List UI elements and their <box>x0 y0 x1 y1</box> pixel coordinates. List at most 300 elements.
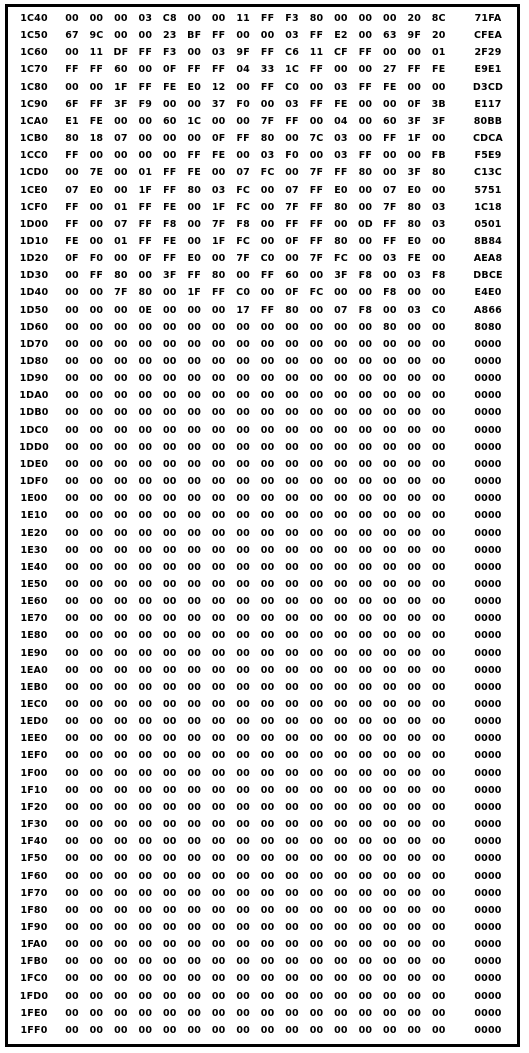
byte-value: 00 <box>383 47 397 59</box>
row-checksum: 0000 <box>474 939 502 951</box>
byte-value: 00 <box>358 201 373 213</box>
byte-value: 00 <box>236 784 250 796</box>
byte-value: 60 <box>114 64 128 76</box>
row-address: 1DC0 <box>19 424 49 436</box>
byte-value: 00 <box>114 458 128 470</box>
byte-value: 3B <box>431 98 446 110</box>
row-address: 1DE0 <box>19 458 49 470</box>
byte-value: 00 <box>407 630 422 642</box>
byte-value: 00 <box>236 1007 250 1019</box>
byte-value: F8 <box>236 218 250 230</box>
byte-value: 00 <box>334 64 348 76</box>
byte-value: 00 <box>187 544 202 556</box>
byte-value: 00 <box>236 681 250 693</box>
byte-value: 00 <box>309 81 324 93</box>
byte-value: 00 <box>114 750 128 762</box>
byte-value: 00 <box>114 887 128 899</box>
byte-value: 1C <box>187 115 202 127</box>
byte-value: FF <box>260 270 275 282</box>
dump-row <box>8 697 517 713</box>
byte-value: F8 <box>358 304 373 316</box>
byte-value: FF <box>309 184 324 196</box>
byte-value: FC <box>236 235 251 247</box>
byte-value: 00 <box>89 578 104 590</box>
byte-value: 00 <box>138 133 153 145</box>
byte-value: 00 <box>138 527 153 539</box>
byte-value: 00 <box>65 270 79 282</box>
byte-value: 00 <box>383 1007 397 1019</box>
byte-value: 1F <box>407 133 422 145</box>
byte-value: 00 <box>260 441 275 453</box>
byte-value: 00 <box>285 784 299 796</box>
byte-value: 00 <box>260 201 275 213</box>
byte-value: 00 <box>285 493 299 505</box>
dump-row <box>8 285 517 301</box>
dump-row <box>8 28 517 44</box>
byte-value: 00 <box>358 390 373 402</box>
byte-value: 00 <box>114 630 128 642</box>
byte-value: 00 <box>138 699 153 710</box>
byte-value: 00 <box>309 596 324 608</box>
byte-value: 00 <box>285 819 299 831</box>
byte-value: 00 <box>431 338 446 350</box>
byte-value: 00 <box>431 733 446 745</box>
byte-value: 00 <box>358 338 373 350</box>
byte-value: 00 <box>285 870 299 882</box>
byte-value: 00 <box>211 613 226 625</box>
byte-value: 00 <box>65 13 79 24</box>
byte-value: 00 <box>431 630 446 642</box>
byte-value: 00 <box>431 133 446 145</box>
byte-value: 00 <box>89 458 104 470</box>
byte-value: 00 <box>431 561 446 573</box>
byte-value: 00 <box>285 750 299 762</box>
byte-value: 00 <box>285 921 299 933</box>
byte-value: 00 <box>138 973 153 985</box>
byte-value: 07 <box>65 184 79 196</box>
byte-value: 00 <box>211 819 226 831</box>
byte-value: 00 <box>162 681 177 693</box>
dump-row <box>8 183 517 199</box>
byte-value: 00 <box>309 1024 324 1036</box>
row-checksum: F5E9 <box>474 150 502 162</box>
byte-value: 03 <box>285 30 299 42</box>
dump-row <box>8 440 517 456</box>
byte-value: 1C <box>285 64 300 76</box>
byte-value: 00 <box>162 578 177 590</box>
byte-value: 00 <box>89 853 104 865</box>
byte-value: FF <box>65 150 79 162</box>
row-address: 1F40 <box>20 836 48 848</box>
byte-value: 80 <box>285 304 299 316</box>
byte-value: F3 <box>285 13 299 24</box>
byte-value: 00 <box>138 390 153 402</box>
row-checksum: 0000 <box>474 819 502 831</box>
byte-value: 00 <box>358 921 373 933</box>
byte-value: 1F <box>211 235 226 247</box>
byte-value: 00 <box>260 990 275 1002</box>
row-checksum: 0000 <box>474 338 502 350</box>
dump-row <box>8 62 517 78</box>
byte-value: FF <box>309 64 324 76</box>
byte-value: 00 <box>358 441 373 453</box>
byte-value: 00 <box>89 235 104 247</box>
byte-value: 00 <box>285 407 299 419</box>
byte-value: 00 <box>309 338 324 350</box>
byte-value: 00 <box>138 544 153 556</box>
byte-value: 00 <box>260 510 275 522</box>
byte-value: 00 <box>383 510 397 522</box>
byte-value: 80 <box>138 287 153 299</box>
byte-value: 00 <box>407 733 422 745</box>
byte-value: 00 <box>187 407 202 419</box>
byte-value: 00 <box>260 184 275 196</box>
byte-value: 00 <box>236 527 250 539</box>
row-address: 1C50 <box>20 30 48 42</box>
byte-value: 00 <box>260 613 275 625</box>
byte-value: 00 <box>383 647 397 659</box>
byte-value: 00 <box>383 424 397 436</box>
byte-value: 00 <box>334 510 348 522</box>
byte-value: 00 <box>383 441 397 453</box>
byte-value: FF <box>138 81 153 93</box>
byte-value: 01 <box>114 235 128 247</box>
row-address: 1D00 <box>19 218 49 230</box>
dump-row <box>8 628 517 644</box>
byte-value: 00 <box>285 561 299 573</box>
byte-value: 00 <box>431 458 446 470</box>
byte-value: 03 <box>260 150 275 162</box>
byte-value: 00 <box>334 441 348 453</box>
row-checksum: 0000 <box>474 750 502 762</box>
dump-row <box>8 131 517 147</box>
row-checksum: 0000 <box>474 801 502 813</box>
byte-value: 00 <box>260 527 275 539</box>
byte-value: 00 <box>431 407 446 419</box>
byte-value: 00 <box>187 733 202 745</box>
byte-value: 00 <box>211 716 226 728</box>
dump-row <box>8 165 517 181</box>
byte-value: 00 <box>358 596 373 608</box>
byte-value: 20 <box>407 13 422 24</box>
byte-value: FF <box>211 287 226 299</box>
dump-row <box>8 680 517 696</box>
byte-value: 00 <box>407 716 422 728</box>
byte-value: 00 <box>65 561 79 573</box>
row-checksum: A866 <box>474 304 502 316</box>
byte-value: 00 <box>211 407 226 419</box>
byte-value: 00 <box>358 990 373 1002</box>
byte-value: 00 <box>89 356 104 367</box>
byte-value: 00 <box>138 904 153 916</box>
byte-value: 67 <box>65 30 79 42</box>
dump-row <box>8 731 517 747</box>
byte-value: 00 <box>138 1024 153 1036</box>
byte-value: 00 <box>65 81 79 93</box>
row-checksum: 0000 <box>474 853 502 865</box>
byte-value: 00 <box>358 373 373 385</box>
byte-value: 3F <box>407 115 422 127</box>
dump-row <box>8 663 517 679</box>
byte-value: 00 <box>431 578 446 590</box>
byte-value: 00 <box>162 801 177 813</box>
byte-value: 00 <box>187 321 202 333</box>
byte-value: 00 <box>114 544 128 556</box>
byte-value: 00 <box>138 750 153 762</box>
byte-value: 00 <box>334 750 348 762</box>
byte-value: 00 <box>114 664 128 676</box>
byte-value: 00 <box>138 939 153 951</box>
dump-row <box>8 817 517 833</box>
byte-value: 00 <box>309 1007 324 1019</box>
byte-value: 00 <box>162 699 177 710</box>
byte-value: 00 <box>431 784 446 796</box>
byte-value: 00 <box>407 407 422 419</box>
byte-value: 00 <box>383 956 397 968</box>
byte-value: 00 <box>358 510 373 522</box>
byte-value: 00 <box>138 990 153 1002</box>
byte-value: 00 <box>358 801 373 813</box>
byte-value: 00 <box>89 921 104 933</box>
byte-value: FF <box>89 270 104 282</box>
byte-value: 80 <box>407 218 422 230</box>
byte-value: 00 <box>89 441 104 453</box>
byte-value: 00 <box>334 544 348 556</box>
byte-value: 00 <box>162 98 177 110</box>
byte-value: 03 <box>431 218 446 230</box>
byte-value: 00 <box>285 681 299 693</box>
byte-value: 00 <box>89 664 104 676</box>
byte-value: 00 <box>431 510 446 522</box>
byte-value: 00 <box>358 458 373 470</box>
row-checksum: 0000 <box>474 904 502 916</box>
byte-value: 00 <box>187 784 202 796</box>
byte-value: 00 <box>260 887 275 899</box>
dump-row <box>8 714 517 730</box>
byte-value: 00 <box>260 544 275 556</box>
dump-row <box>8 80 517 96</box>
byte-value: 00 <box>65 973 79 985</box>
byte-value: 00 <box>431 801 446 813</box>
byte-value: E0 <box>334 184 348 196</box>
byte-value: FC <box>236 201 251 213</box>
byte-value: FF <box>65 201 79 213</box>
byte-value: 00 <box>383 373 397 385</box>
byte-value: 00 <box>211 681 226 693</box>
hex-dump-table <box>5 4 520 1047</box>
byte-value: 00 <box>358 115 373 127</box>
byte-value: 00 <box>358 321 373 333</box>
byte-value: 00 <box>431 664 446 676</box>
byte-value: 00 <box>236 853 250 865</box>
byte-value: 00 <box>260 939 275 951</box>
byte-value: 00 <box>407 819 422 831</box>
byte-value: 00 <box>358 699 373 710</box>
byte-value: 00 <box>187 47 202 59</box>
byte-value: 00 <box>187 458 202 470</box>
dump-row <box>8 11 517 27</box>
byte-value: 00 <box>89 287 104 299</box>
byte-value: 00 <box>309 493 324 505</box>
byte-value: 00 <box>285 647 299 659</box>
byte-value: 00 <box>236 921 250 933</box>
byte-value: 00 <box>431 853 446 865</box>
byte-value: 00 <box>309 115 324 127</box>
row-checksum: 0000 <box>474 613 502 625</box>
byte-value: 00 <box>358 630 373 642</box>
byte-value: 80 <box>187 184 202 196</box>
byte-value: 00 <box>285 458 299 470</box>
byte-value: 00 <box>211 699 226 710</box>
byte-value: 00 <box>334 287 348 299</box>
byte-value: 00 <box>114 1024 128 1036</box>
byte-value: 00 <box>236 630 250 642</box>
byte-value: 00 <box>211 630 226 642</box>
byte-value: E0 <box>89 184 104 196</box>
row-checksum: E9E1 <box>474 64 502 76</box>
byte-value: 00 <box>114 956 128 968</box>
byte-value: 00 <box>260 767 275 779</box>
byte-value: 00 <box>236 990 250 1002</box>
byte-value: 00 <box>358 476 373 488</box>
byte-value: 00 <box>383 390 397 402</box>
byte-value: 00 <box>260 784 275 796</box>
byte-value: 00 <box>89 733 104 745</box>
byte-value: 00 <box>285 441 299 453</box>
byte-value: 00 <box>65 1007 79 1019</box>
byte-value: 00 <box>138 150 153 162</box>
row-checksum: 0000 <box>474 767 502 779</box>
byte-value: 00 <box>309 784 324 796</box>
byte-value: 00 <box>358 784 373 796</box>
byte-value: 07 <box>236 167 250 179</box>
row-address: 1CD0 <box>19 167 49 179</box>
byte-value: 00 <box>358 407 373 419</box>
byte-value: 00 <box>383 493 397 505</box>
byte-value: 00 <box>260 1024 275 1036</box>
byte-value: 00 <box>65 801 79 813</box>
byte-value: 00 <box>211 424 226 436</box>
byte-value: 00 <box>114 699 128 710</box>
byte-value: 00 <box>309 767 324 779</box>
byte-value: 04 <box>236 64 250 76</box>
byte-value: 7F <box>114 287 128 299</box>
byte-value: 00 <box>236 973 250 985</box>
byte-value: 00 <box>285 836 299 848</box>
byte-value: 00 <box>114 973 128 985</box>
byte-value: 23 <box>162 30 177 42</box>
byte-value: 00 <box>187 630 202 642</box>
byte-value: FF <box>211 64 226 76</box>
byte-value: C0 <box>285 81 300 93</box>
byte-value: 11 <box>309 47 324 59</box>
byte-value: 07 <box>285 184 299 196</box>
byte-value: 00 <box>383 596 397 608</box>
byte-value: 60 <box>383 115 397 127</box>
byte-value: 00 <box>383 356 397 367</box>
byte-value: 00 <box>236 407 250 419</box>
byte-value: 00 <box>358 561 373 573</box>
byte-value: 00 <box>260 716 275 728</box>
dump-row <box>8 783 517 799</box>
byte-value: 00 <box>431 184 446 196</box>
byte-value: 00 <box>309 647 324 659</box>
byte-value: 00 <box>431 939 446 951</box>
byte-value: 00 <box>407 338 422 350</box>
byte-value: BF <box>187 30 202 42</box>
byte-value: 00 <box>407 373 422 385</box>
byte-value: FF <box>260 81 275 93</box>
byte-value: 00 <box>162 321 177 333</box>
byte-value: 00 <box>187 887 202 899</box>
byte-value: 17 <box>236 304 250 316</box>
byte-value: 00 <box>65 287 79 299</box>
byte-value: 00 <box>211 596 226 608</box>
byte-value: 6F <box>65 98 79 110</box>
byte-value: 00 <box>309 441 324 453</box>
byte-value: 00 <box>162 716 177 728</box>
byte-value: 00 <box>431 390 446 402</box>
byte-value: 00 <box>65 424 79 436</box>
byte-value: 00 <box>138 115 153 127</box>
dump-row <box>8 766 517 782</box>
byte-value: 00 <box>236 510 250 522</box>
byte-value: 00 <box>89 493 104 505</box>
row-address: 1D70 <box>19 338 49 350</box>
byte-value: 00 <box>334 836 348 848</box>
byte-value: 00 <box>334 356 348 367</box>
byte-value: FF <box>383 218 397 230</box>
byte-value: 00 <box>187 578 202 590</box>
byte-value: 00 <box>285 716 299 728</box>
byte-value: 00 <box>138 373 153 385</box>
byte-value: FF <box>309 98 324 110</box>
byte-value: 00 <box>211 115 226 127</box>
byte-value: 00 <box>334 390 348 402</box>
row-address: 1E30 <box>20 544 48 556</box>
byte-value: 00 <box>187 527 202 539</box>
byte-value: 00 <box>162 527 177 539</box>
byte-value: 00 <box>138 441 153 453</box>
byte-value: 00 <box>285 321 299 333</box>
byte-value: 00 <box>260 733 275 745</box>
byte-value: 00 <box>260 407 275 419</box>
byte-value: 00 <box>187 510 202 522</box>
byte-value: 00 <box>89 956 104 968</box>
byte-value: 00 <box>138 836 153 848</box>
byte-value: 00 <box>309 407 324 419</box>
byte-value: 00 <box>138 630 153 642</box>
byte-value: 03 <box>383 253 397 265</box>
byte-value: 00 <box>431 767 446 779</box>
row-checksum: 0000 <box>474 458 502 470</box>
byte-value: 00 <box>358 767 373 779</box>
byte-value: 00 <box>383 578 397 590</box>
byte-value: 00 <box>431 253 446 265</box>
byte-value: 00 <box>309 613 324 625</box>
byte-value: 00 <box>407 441 422 453</box>
byte-value: 00 <box>383 990 397 1002</box>
row-address: 1D80 <box>19 356 49 367</box>
byte-value: 00 <box>187 801 202 813</box>
byte-value: 00 <box>89 13 104 24</box>
byte-value: 00 <box>334 870 348 882</box>
dump-row <box>8 320 517 336</box>
byte-value: 00 <box>334 561 348 573</box>
byte-value: F0 <box>285 150 299 162</box>
row-address: 1F20 <box>20 801 48 813</box>
byte-value: 00 <box>236 664 250 676</box>
